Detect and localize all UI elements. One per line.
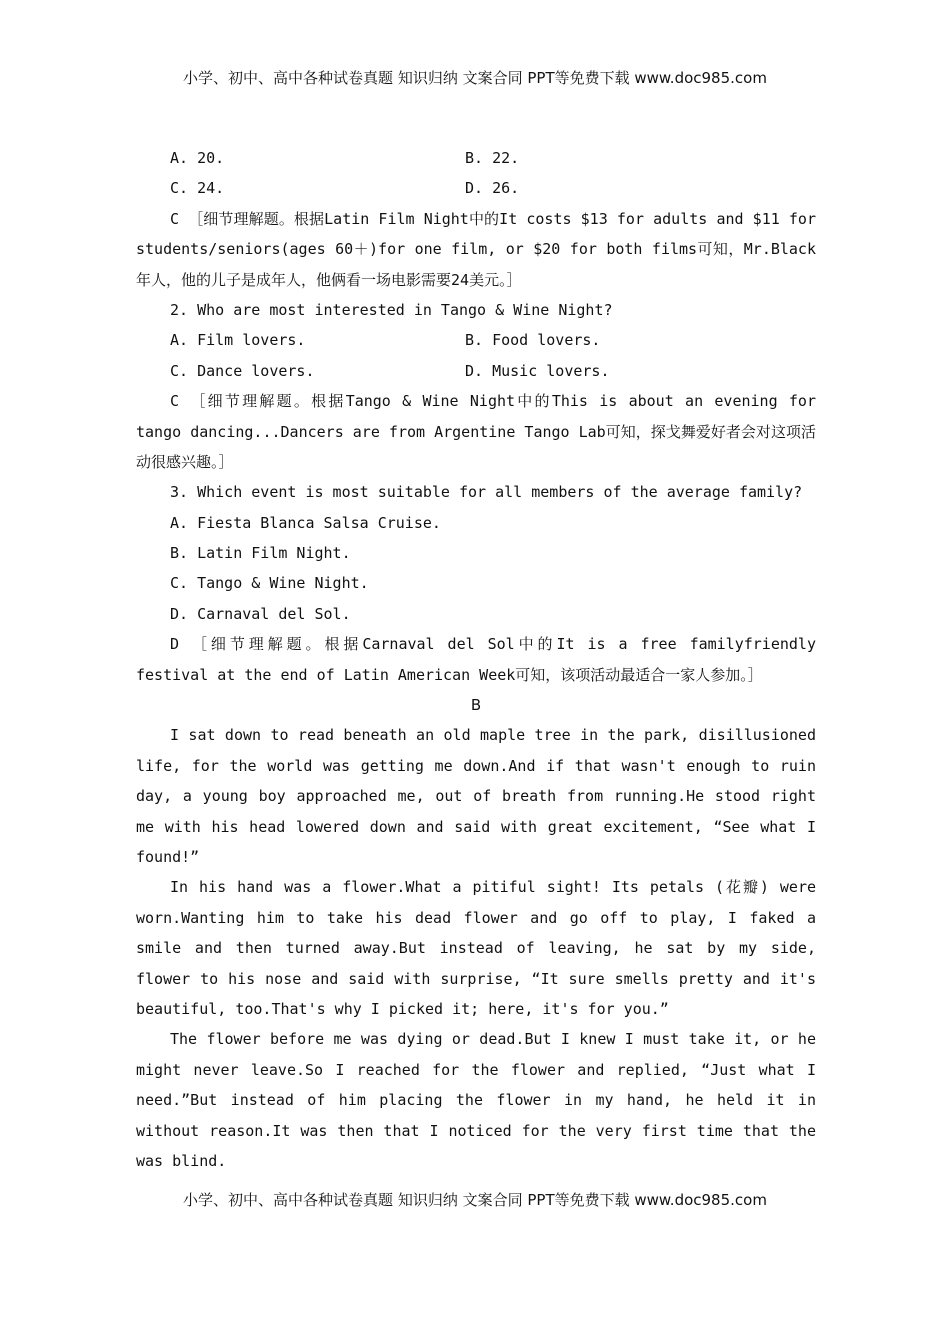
options-row — [136, 173, 816, 203]
document-body — [136, 143, 816, 1176]
passage-line: worn.Wanting him to take his dead flower and go off to play, I faked a — [136, 908, 816, 927]
passage-line: The flower before me was dying or dead.But I knew I must take it, or he — [170, 1030, 816, 1049]
passage-line: In his hand was a flower.What a pitiful sight! Its petals (花瓣) were — [170, 878, 816, 897]
passage-line: was blind. — [136, 1151, 227, 1170]
option-b: B. Latin Film Night. — [170, 544, 351, 563]
options-row — [136, 325, 816, 355]
option-d: D. Music lovers. — [465, 361, 610, 380]
passage-line: life, for the world was getting me down.And if that wasn't enough to ruin — [136, 756, 816, 775]
passage-line: I sat down to read beneath an old maple tree in the park, disillusioned — [170, 726, 816, 745]
option-d: D. 26. — [465, 179, 520, 198]
q1-explanation-line: C ［细节理解题。根据Latin Film Night中的It costs $13 for adults and $11 for — [170, 209, 816, 228]
passage-line: beautiful, too.That's why I picked it; here, it's for you.” — [136, 999, 669, 1018]
passage-line: found!” — [136, 847, 200, 866]
passage-line: me with his head lowered down and said with great excitement, “See what I — [136, 817, 816, 836]
passage-paragraph — [136, 872, 816, 1024]
option-c: C. Tango & Wine Night. — [170, 574, 369, 593]
q2-explanation-line: 动很感兴趣。］ — [136, 452, 234, 471]
option-d: D. Carnaval del Sol. — [170, 604, 351, 623]
option-a: A. Film lovers. — [170, 331, 306, 350]
q1-explanation-line: students/seniors(ages 60＋)for one film, or $20 for both films可知，Mr.Black — [136, 240, 816, 259]
q2-explanation-line: C ［细节理解题。根据Tango & Wine Night中的This is about an evening for — [170, 392, 816, 411]
option-c: C. 24. — [170, 179, 225, 198]
q2-explanation-line: tango dancing...Dancers are from Argentine Tango Lab可知，探戈舞爱好者会对这项活 — [136, 422, 816, 441]
option-a: A. Fiesta Blanca Salsa Cruise. — [170, 513, 441, 532]
passage-line: need.”But instead of him placing the flower in my hand, he held it in — [136, 1091, 816, 1110]
footer-banner: 小学、初中、高中各种试卷真题 知识归纳 文案合同 PPT等免费下载 www.doc985.com — [183, 1191, 767, 1209]
option-b: B. Food lovers. — [465, 331, 601, 350]
option-b: B. 22. — [465, 149, 520, 167]
option-a: A. 20. — [170, 149, 225, 167]
options-row — [136, 356, 816, 386]
passage-line: day, a young boy approached me, out of breath from running.He stood right — [136, 787, 816, 806]
passage-paragraph — [136, 720, 816, 872]
passage-line: flower to his nose and said with surprise, “It sure smells pretty and it's — [136, 969, 816, 988]
q2-question: 2. Who are most interested in Tango & Wine Night? — [170, 300, 613, 319]
passage-line: smile and then turned away.But instead of leaving, he sat by my side, — [136, 939, 816, 958]
header-banner: 小学、初中、高中各种试卷真题 知识归纳 文案合同 PPT等免费下载 www.doc985.com — [183, 69, 767, 87]
q3-explanation-line: D ［细节理解题。根据Carnaval del Sol中的It is a free familyfriendly — [170, 635, 816, 654]
q1-explanation-line: 年人，他的儿子是成年人，他俩看一场电影需要24美元。］ — [136, 270, 522, 289]
options-row — [136, 143, 816, 173]
option-c: C. Dance lovers. — [170, 361, 315, 380]
passage-line: without reason.It was then that I noticed for the very first time that the — [136, 1121, 816, 1140]
section-heading: B — [470, 696, 482, 715]
q3-explanation-line: festival at the end of Latin American Week可知，该项活动最适合一家人参加。］ — [136, 665, 763, 684]
passage-line: might never leave.So I reached for the flower and replied, “Just what I — [136, 1060, 816, 1079]
passage-paragraph — [136, 1024, 816, 1176]
q3-question: 3. Which event is most suitable for all members of the average family? — [170, 483, 803, 502]
